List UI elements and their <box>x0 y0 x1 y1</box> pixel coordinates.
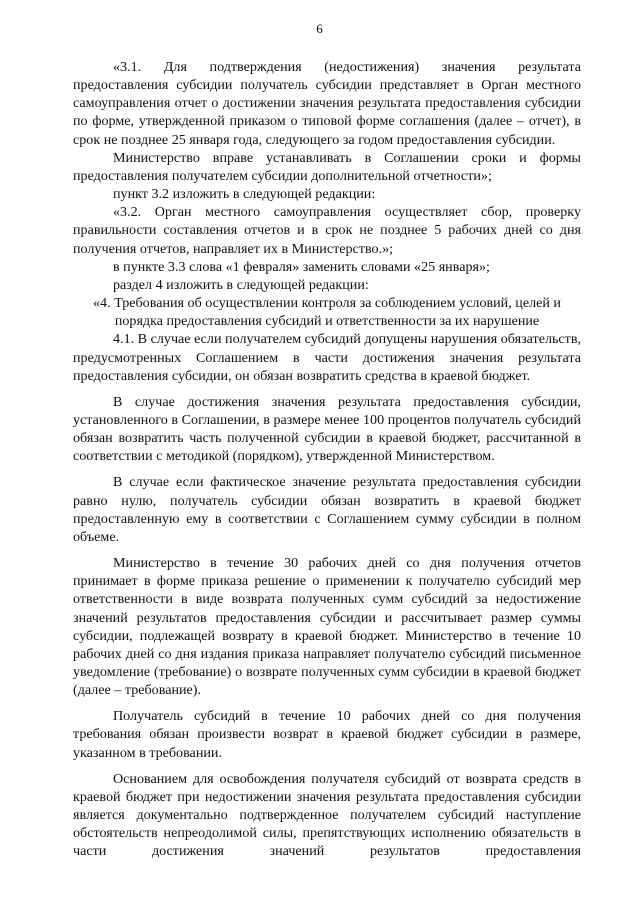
paragraph: «3.2. Орган местного самоуправления осуществляет сбор, проверку правильности составления отчетов и в срок не позднее 5 рабочих дней со дня получения отчетов, направляет их в Министерство.»; <box>73 204 581 257</box>
paragraph: В случае достижения значения результата предоставления субсидии, установленного в Соглашении, в размере менее 100 процентов получатель субсидий обязан возвратить часть полученной субсидии в краевой бюджет, рассчитанной в соответствии с методикой (порядком), утвержденной Министерством. <box>73 393 581 465</box>
paragraph: Основанием для освобождения получателя субсидий от возврата средств в краевой бюджет при недостижении значения результата предоставления субсидии является документально подтвержденное получателем субсидий наступление обстоятельств непреодолимой силы, препятствующих исполнению обязательств в части достижения значений результатов предоставления <box>73 770 581 860</box>
paragraph: пункт 3.2 изложить в следующей редакции: <box>113 186 376 203</box>
paragraph: Получатель субсидий в течение 10 рабочих дней со дня получения требования обязан произвести возврат в краевой бюджет субсидии в размере, указанном в требовании. <box>73 708 581 761</box>
paragraph: раздел 4 изложить в следующей редакции: <box>113 276 369 293</box>
document-body <box>73 58 581 861</box>
paragraph: 4.1. В случае если получателем субсидий допущены нарушения обязательств, предусмотренных Соглашением в части достижения значения результата предоставления субсидии, он обязан возвратить средства в краевой бюджет. <box>73 331 581 384</box>
paragraph: в пункте 3.3 слова «1 февраля» заменить словами «25 января»; <box>113 258 490 275</box>
paragraph: В случае если фактическое значение результата предоставления субсидии равно нулю, получатель субсидии обязан возвратить в краевой бюджет предоставленную ему в соответствии с Соглашением сумму субсидии в полном объеме. <box>73 474 581 545</box>
paragraph: «3.1. Для подтверждения (недостижения) значения результата предоставления субсидии получатель субсидии представляет в Орган местного самоуправления отчет о достижении значения результата предоставления субсидии по форме, утвержденной приказом о типовой форме соглашения (далее – отчет), в срок не позднее 25 января года, следующего за годом предоставления субсидии. <box>73 59 581 148</box>
paragraph: Министерство в течение 30 рабочих дней со дня получения отчетов принимает в форме приказа решение о применении к получателю субсидий мер ответственности в виде возврата полученных сумм субсидий за недостижение значений результатов предоставления субсидии и рассчитывает размер суммы субсидии, подлежащей возврату в краевой бюджет. Министерство в течение 10 рабочих дней со дня издания приказа направляет получателю субсидий письменное уведомление (требование) о возврате полученных сумм субсидии в краевой бюджет (далее – требование). <box>73 555 581 699</box>
paragraph: Министерство вправе устанавливать в Соглашении сроки и формы предоставления получателем субсидии дополнительной отчетности»; <box>73 149 581 184</box>
page-number: 6 <box>316 21 323 36</box>
section-heading: «4. Требования об осуществлении контроля за соблюдением условий, целей и порядка предоставления субсидий и ответственности за их нарушение <box>93 295 561 330</box>
